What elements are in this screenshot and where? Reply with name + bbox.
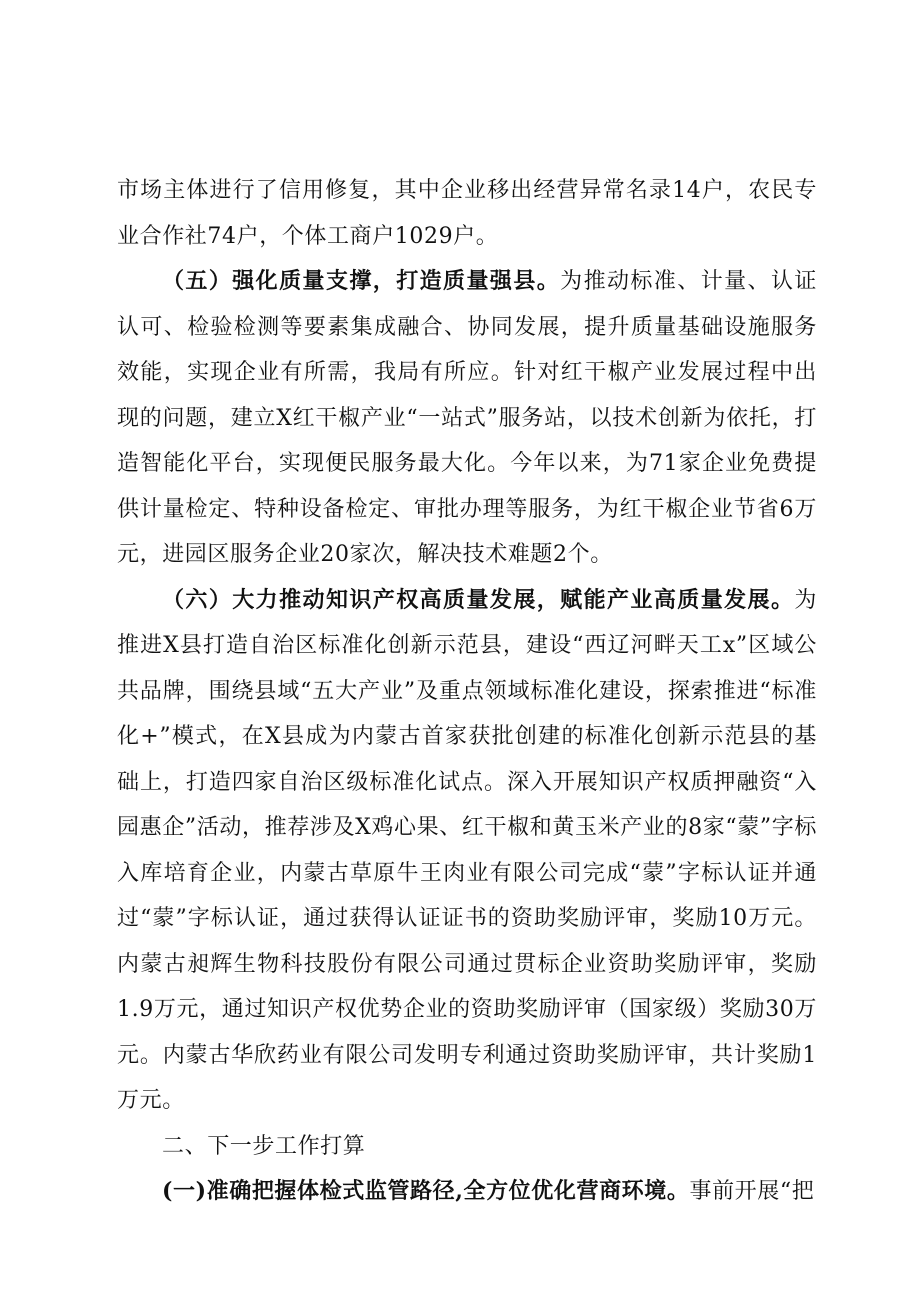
paragraph-text: 为推进X县打造自治区标准化创新示范县，建设“西辽河畔天工x”区域公共品牌，围绕县域“五大产业”及重点领域标准化建设，探索推进“标准化+”模式，在X县成为内蒙古首家获批创建的标准化创新示范县的基础上，打造四家自治区级标准化试点。深入开展知识产权质押融资“入园惠企”活动，推荐涉及X鸡心果、红干椒和黄玉米产业的8家“蒙”字标入库培育企业，内蒙古草原牛王肉业有限公司完成“蒙”字标认证并通过“蒙”字标认证，通过获得认证证书的资助奖励评审，奖励10万元。内蒙古昶辉生物科技股份有限公司通过贯标企业资助奖励评审，奖励1.9万元，通过知识产权优势企业的资助奖励评审（国家级）奖励30万元。内蒙古华欣药业有限公司发明专利通过资助奖励评审，共计奖励1万元。	[117, 587, 817, 1113]
paragraph-text: 为推动标准、计量、认证认可、检验检测等要素集成融合、协同发展，提升质量基础设施服务效能，实现企业有所需，我局有所应。针对红干椒产业发展过程中出现的问题，建立X红干椒产业“一站式”服务站，以技术创新为依托，打造智能化平台，实现便民服务最大化。今年以来，为71家企业免费提供计量检定、特种设备检定、审批办理等服务，为红干椒企业节省6万元，进园区服务企业20家次，解决技术难题2个。	[117, 269, 817, 567]
document-body	[117, 168, 817, 1215]
paragraph-credit-repair	[117, 168, 817, 259]
paragraph-lead-heading: （五）强化质量支撑，打造质量强县。	[162, 268, 561, 294]
paragraph-lead-heading: （六）大力推动知识产权高质量发展，赋能产业高质量发展。	[162, 586, 795, 613]
paragraph-text: 事前开展“把	[689, 1179, 815, 1204]
paragraph-text: 市场主体进行了信用修复，其中企业移出经营异常名录14户，农民专业合作社74户，个体工商户1029户。	[117, 178, 817, 249]
paragraph-lead-heading: (一)准确把握体检式监管路径,全方位优化营商环境。	[162, 1178, 690, 1204]
paragraph-quality-support	[117, 259, 817, 578]
paragraph-next-steps	[117, 1169, 817, 1215]
paragraph-intellectual-property	[117, 578, 817, 1124]
section-heading: 二、下一步工作打算	[162, 1133, 366, 1159]
